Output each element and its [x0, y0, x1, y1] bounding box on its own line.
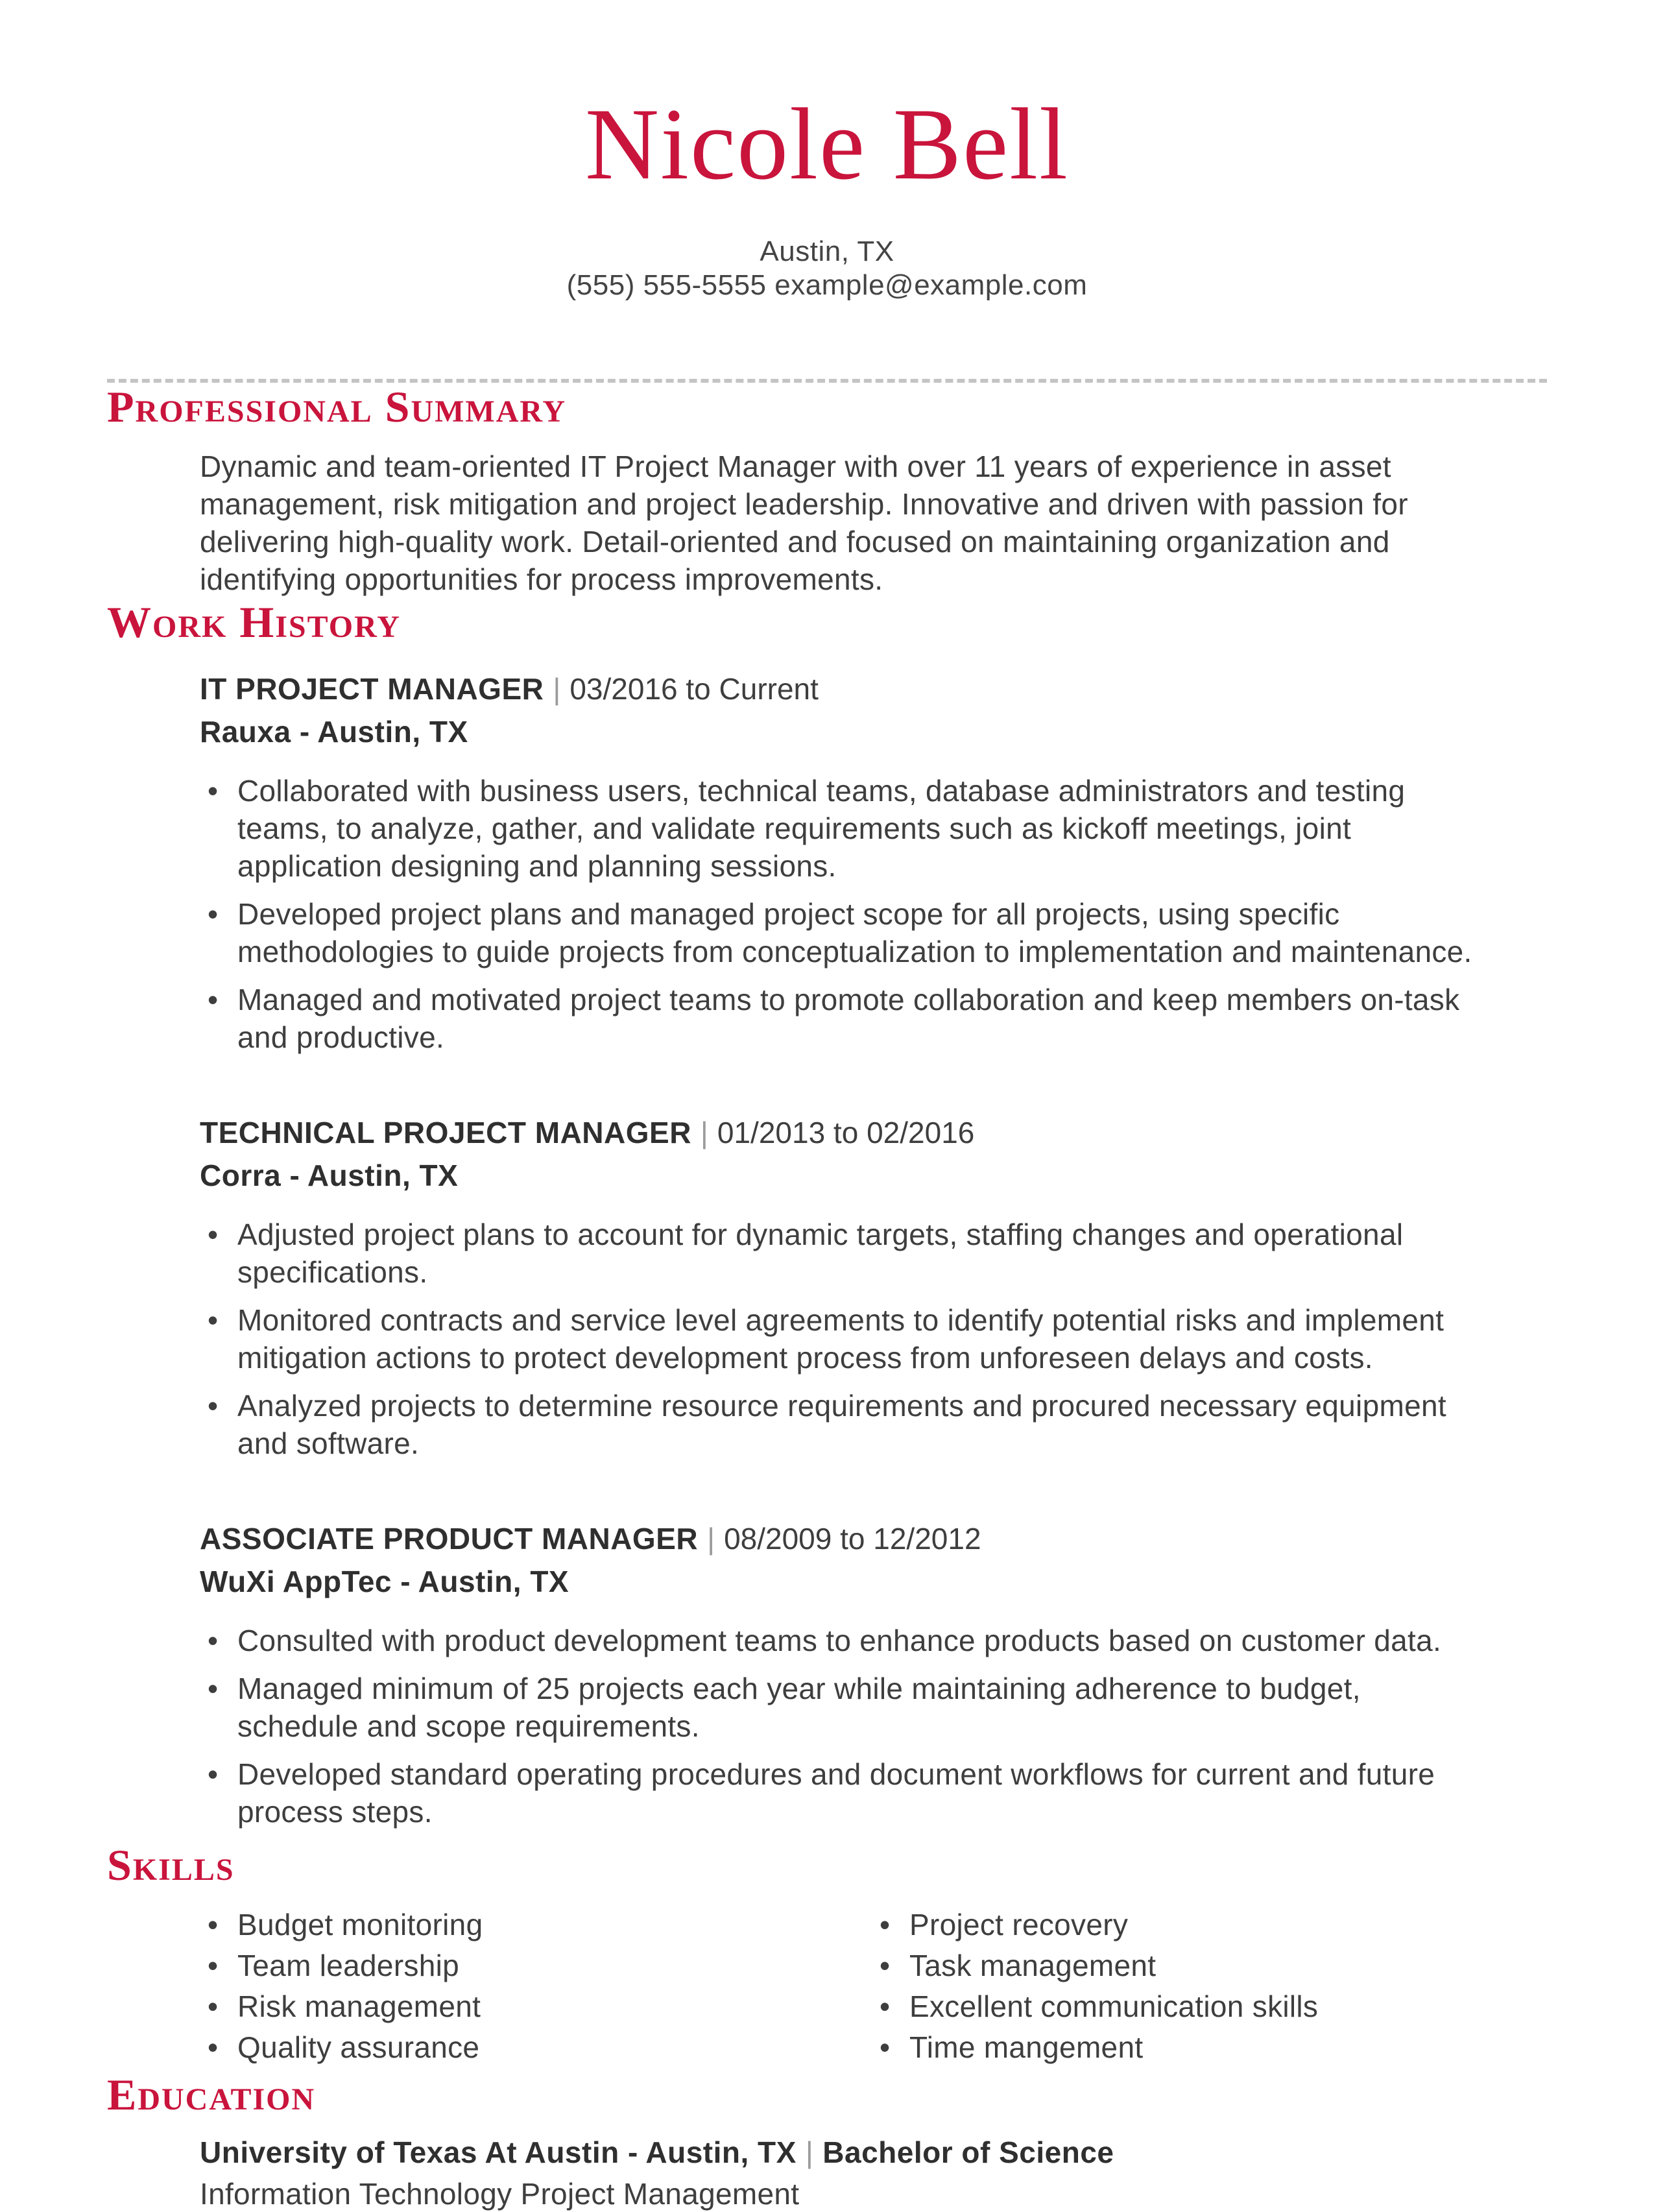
contact-location: Austin, TX [760, 235, 894, 267]
skills-list-right [872, 1907, 1318, 2071]
skill-item: • Quality assurance [200, 2030, 872, 2065]
section-work-history [107, 598, 1547, 1831]
section-skills [107, 1841, 1547, 2071]
job-bullet: • Developed standard operating procedures and document workflows for current and future process steps. [200, 1755, 1484, 1831]
job-bullet: • Monitored contracts and service level agreements to identify potential risks and implement mitigation actions to protect development process from unforeseen delays and costs. [200, 1301, 1484, 1376]
skill-item: • Excellent communication skills [872, 1989, 1318, 2024]
skill-item: • Budget monitoring [200, 1907, 872, 1942]
job-title: ASSOCIATE PRODUCT MANAGER [200, 1521, 699, 1556]
education-school: University of Texas At Austin - Austin, TX [200, 2135, 797, 2169]
education-degree: Bachelor of Science [822, 2135, 1114, 2169]
skill-item: • Task management [872, 1948, 1318, 1983]
candidate-name: Nicole Bell [585, 88, 1069, 201]
job-bullet: • Consulted with product development teams to enhance products based on customer data. [200, 1622, 1484, 1659]
job-bullet-list [200, 772, 1547, 1056]
job-bullet: • Analyzed projects to determine resource requirements and procured necessary equipment and software. [200, 1387, 1484, 1462]
section-education [107, 2071, 1547, 2212]
job-company: Rauxa - Austin, TX [200, 714, 468, 749]
job-dates: 01/2013 to 02/2016 [717, 1115, 975, 1149]
skill-item: • Risk management [200, 1989, 872, 2024]
skills-list-left [200, 1907, 872, 2071]
title-date-separator: | [700, 1115, 708, 1149]
skills-columns [200, 1907, 1547, 2071]
school-degree-separator: | [805, 2135, 814, 2169]
job-bullet: • Developed project plans and managed project scope for all projects, using specific methodologies to guide projects from conceptualization to implementation and maintenance. [200, 895, 1484, 970]
job-entry-1 [200, 671, 1547, 1056]
job-dates: 08/2009 to 12/2012 [724, 1521, 981, 1556]
job-title-line [200, 1521, 1547, 1557]
heading-education: Education [107, 2069, 316, 2119]
contact-phone-email: (555) 555-5555 example@example.com [566, 269, 1088, 301]
job-dates: 03/2016 to Current [569, 671, 819, 706]
education-field: Information Technology Project Management [200, 2176, 800, 2211]
job-title: IT PROJECT MANAGER [200, 671, 544, 706]
skill-item: • Team leadership [200, 1948, 872, 1983]
heading-work-history: Work History [107, 597, 401, 647]
title-date-separator: | [553, 671, 561, 706]
job-title: TECHNICAL PROJECT MANAGER [200, 1115, 691, 1149]
resume-header [107, 88, 1547, 302]
job-bullet: • Adjusted project plans to account for dynamic targets, staffing changes and operational specifications. [200, 1216, 1484, 1291]
job-bullet: • Managed minimum of 25 projects each year while maintaining adherence to budget, schedule and scope requirements. [200, 1670, 1484, 1745]
summary-text: Dynamic and team-oriented IT Project Manager with over 11 years of experience in asset management, risk mitigation and project leadership. Innovative and driven with passion for delivering high-quality work. Detail-oriented and focused on maintaining organization and identifying opportunities for process improvements. [200, 449, 1408, 596]
job-company: WuXi AppTec - Austin, TX [200, 1564, 569, 1598]
job-title-line [200, 1114, 1547, 1151]
job-entry-2 [200, 1114, 1547, 1462]
contact-block [107, 235, 1547, 302]
job-bullet-list [200, 1216, 1547, 1462]
education-entry [200, 2134, 1547, 2212]
job-bullet-list [200, 1622, 1547, 1831]
job-company: Corra - Austin, TX [200, 1158, 459, 1192]
heading-skills: Skills [107, 1840, 235, 1890]
heading-professional-summary: Professional Summary [107, 381, 567, 431]
title-date-separator: | [707, 1521, 715, 1556]
skill-item: • Project recovery [872, 1907, 1318, 1942]
job-entry-3 [200, 1521, 1547, 1831]
job-bullet: • Managed and motivated project teams to promote collaboration and keep members on-task and productive. [200, 981, 1484, 1056]
job-bullet: • Collaborated with business users, technical teams, database administrators and testing teams, to analyze, gather, and validate requirements such as kickoff meetings, joint application designing and planning sessions. [200, 772, 1484, 885]
job-title-line [200, 671, 1547, 707]
section-professional-summary [107, 383, 1547, 598]
education-school-degree [200, 2134, 1547, 2170]
skill-item: • Time mangement [872, 2030, 1318, 2065]
